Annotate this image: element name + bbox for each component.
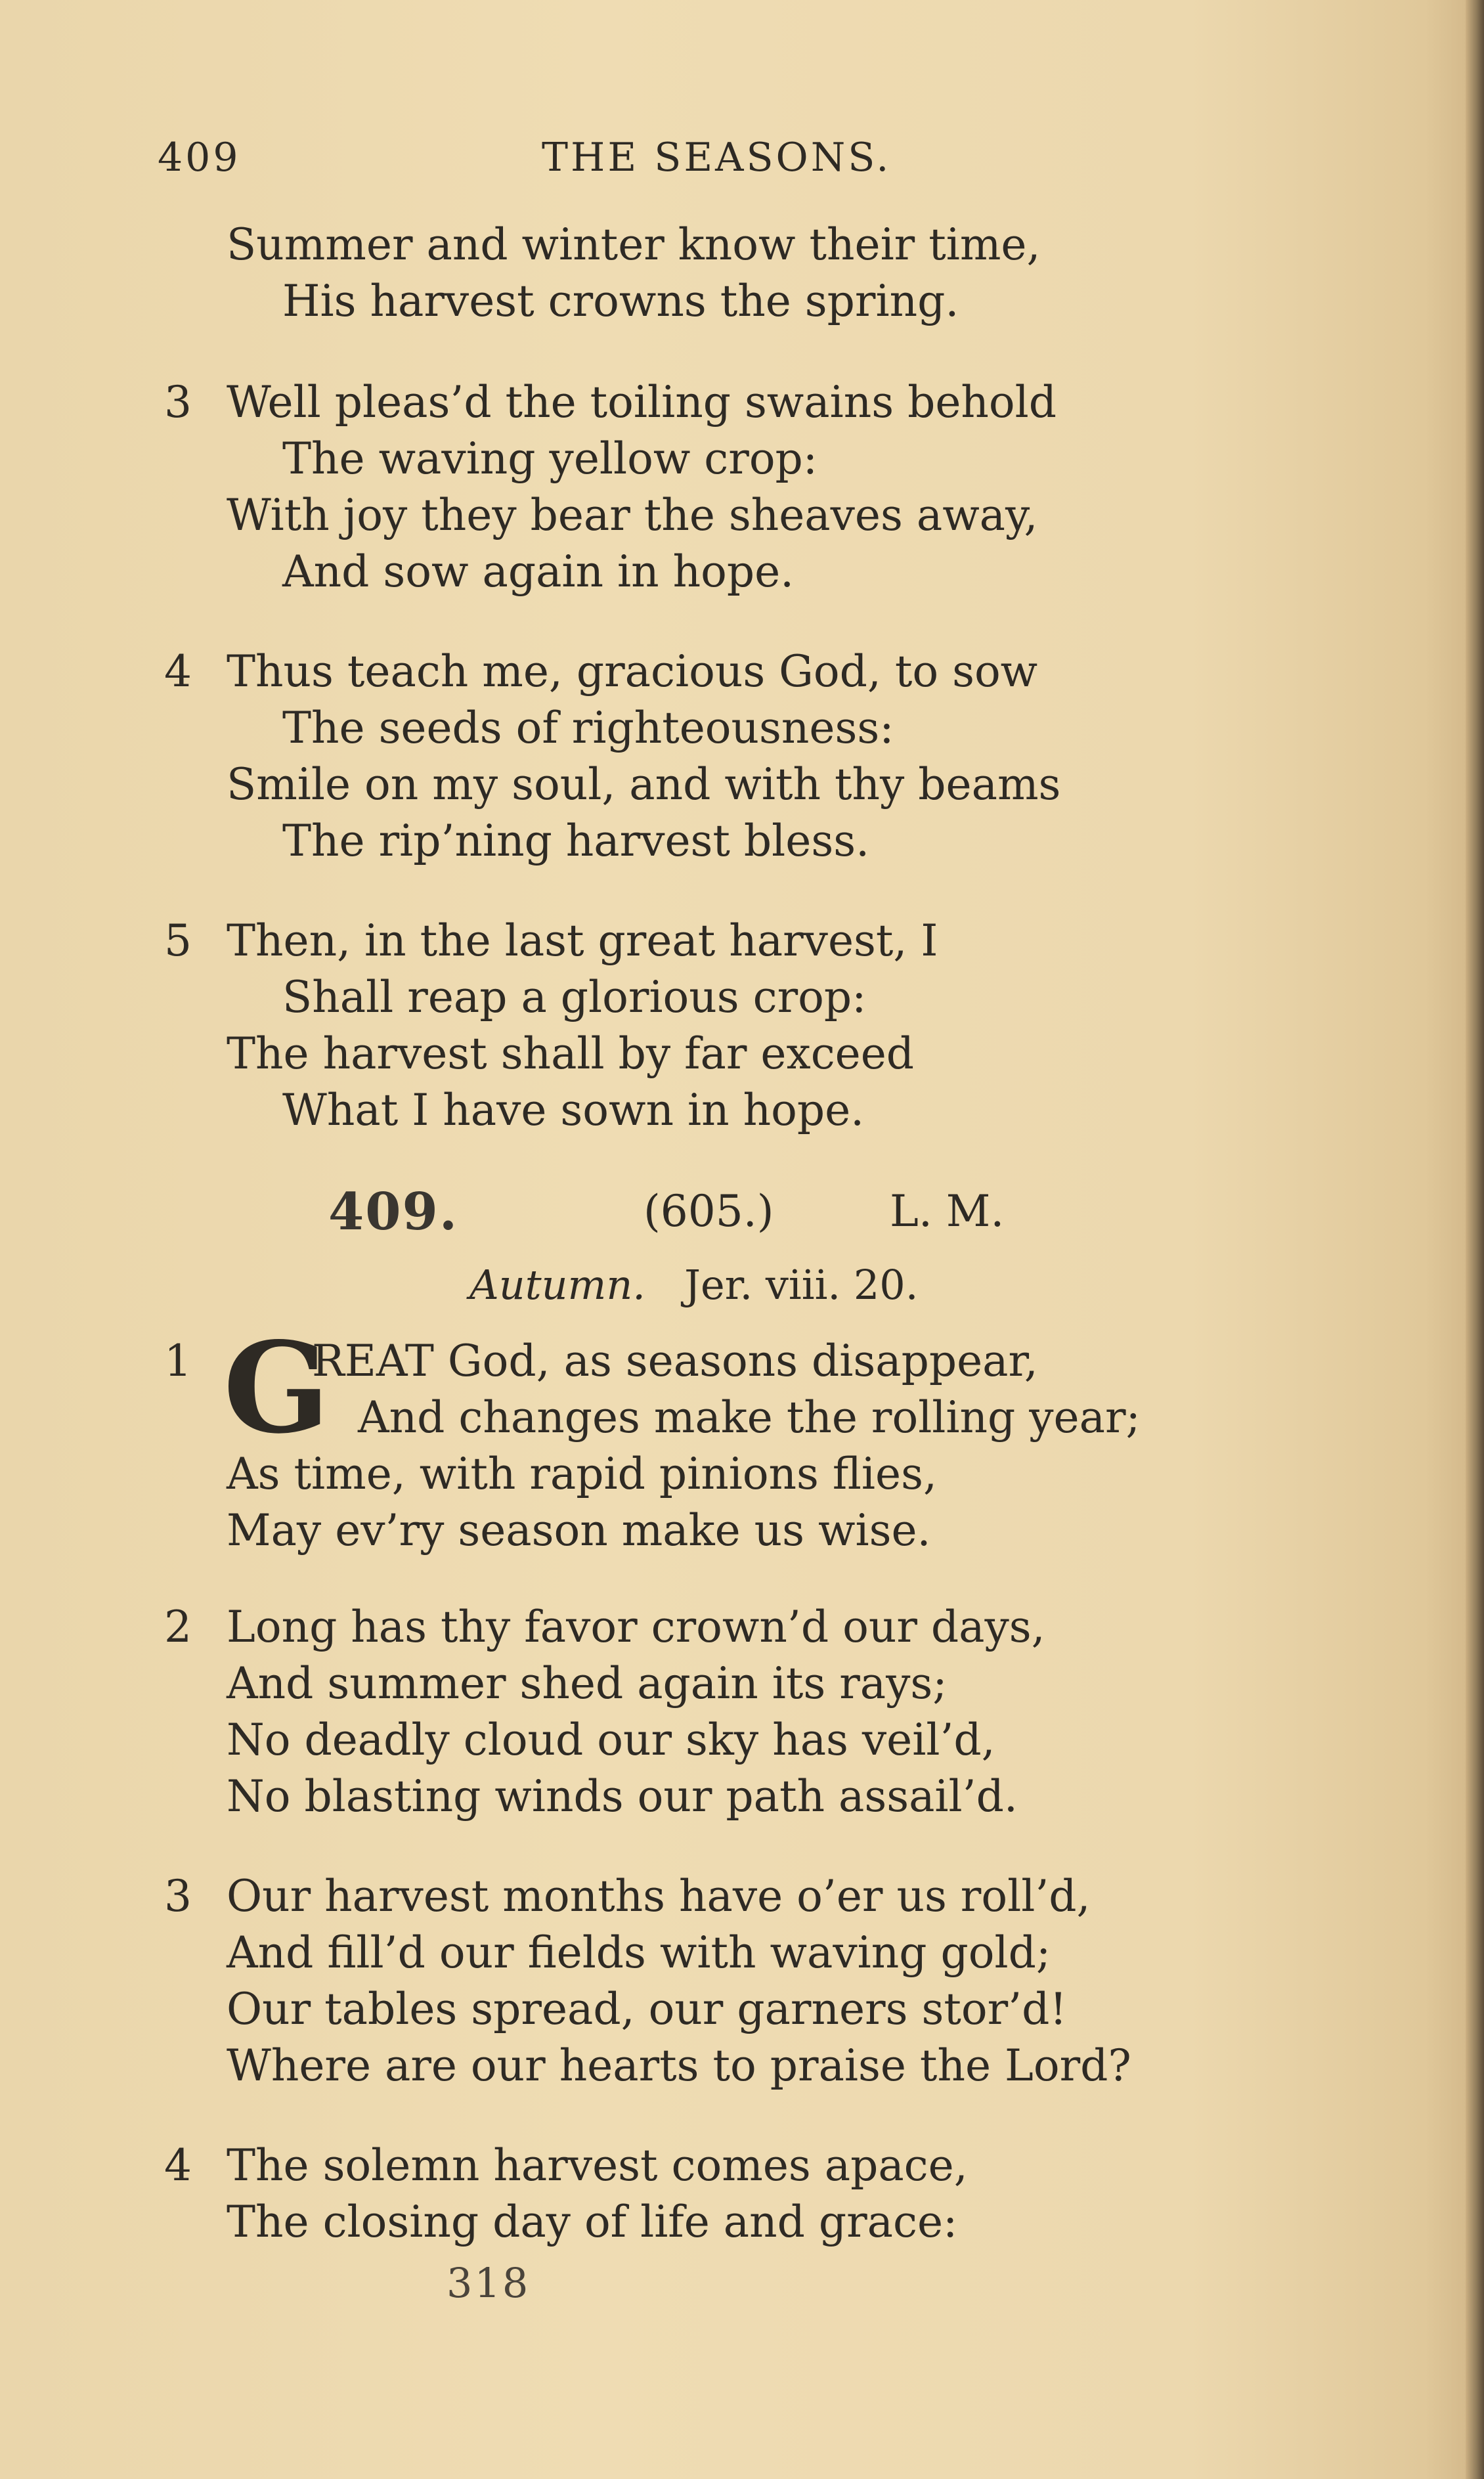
verse-number: 1 (164, 1336, 192, 1386)
hymn-number: 409. (328, 1182, 458, 1242)
hymn-subject: Autumn. (469, 1261, 645, 1309)
drop-cap: G (223, 1315, 330, 1461)
header-title: THE SEASONS. (542, 135, 892, 181)
tune-reference: (605.) (644, 1186, 774, 1237)
verse-number: 5 (164, 915, 192, 966)
header-page-number: 409 (158, 135, 241, 181)
hymn-heading (328, 1182, 1116, 1248)
verse-number: 4 (164, 646, 192, 697)
verse-number: 4 (164, 2140, 192, 2191)
scripture-reference: Jer. viii. 20. (684, 1261, 919, 1309)
page-edge (1466, 0, 1484, 2479)
verse-number: 2 (164, 1602, 192, 1652)
folio-number: 318 (447, 2259, 531, 2307)
hymn-meter: L. M. (890, 1186, 1005, 1237)
hymn-subheading (469, 1261, 918, 1309)
verse-number: 3 (164, 1871, 192, 1921)
verse-number: 3 (164, 377, 192, 428)
running-header (158, 135, 1143, 200)
